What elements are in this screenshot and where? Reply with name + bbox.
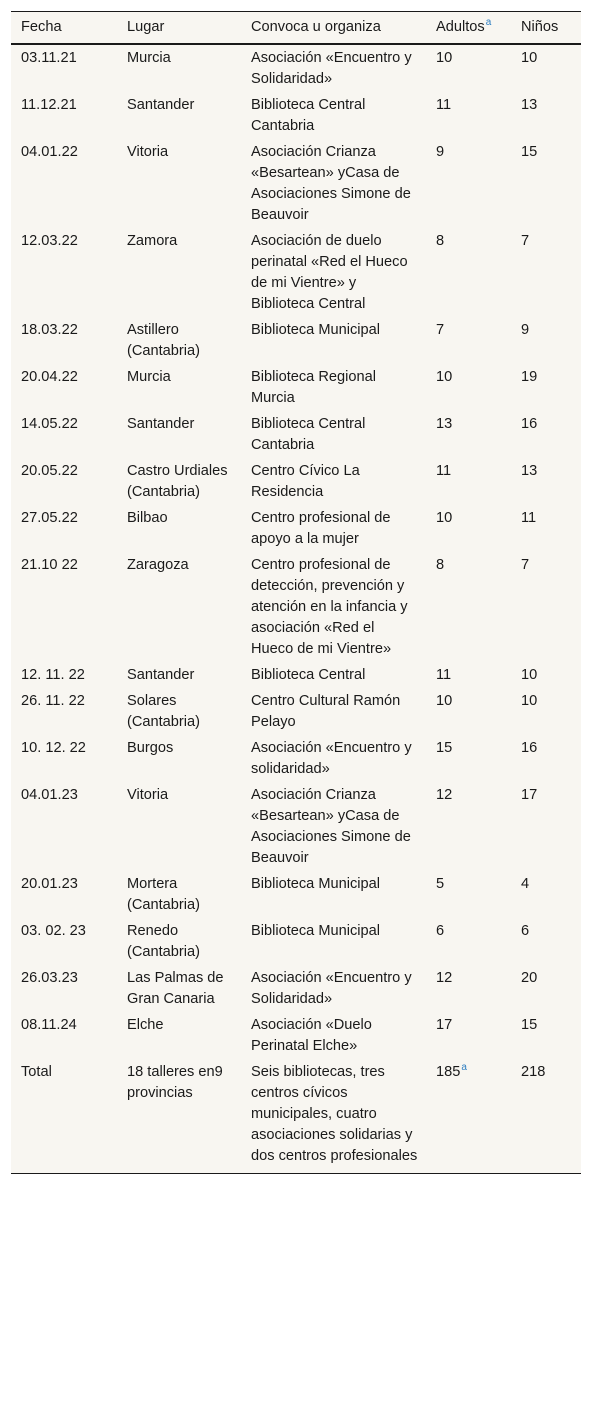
cell-convoca: Asociación Crianza «Besartean» yCasa de Asociaciones Simone de Beauvoir [251, 787, 411, 866]
cell-ninos: 10 [521, 693, 538, 709]
cell-convoca: Biblioteca Municipal [251, 322, 380, 338]
cell-convoca: Biblioteca Regional Murcia [251, 369, 376, 406]
cell-ninos: 15 [521, 144, 538, 160]
cell-adultos: 12 [436, 787, 453, 803]
cell-lugar: Vitoria [127, 787, 169, 803]
cell-fecha: 20.04.22 [21, 369, 78, 385]
cell-fecha: 12. 11. 22 [21, 667, 85, 683]
cell-lugar: Zaragoza [127, 557, 189, 573]
cell-fecha: 21.10 22 [21, 557, 78, 573]
table-row [11, 782, 581, 871]
cell-convoca: Biblioteca Municipal [251, 923, 380, 939]
table-row [11, 965, 581, 1012]
cell-adultos: 11 [436, 463, 452, 479]
cell-adultos: 10 [436, 693, 453, 709]
cell-ninos: 15 [521, 1017, 538, 1033]
cell-adultos: 5 [436, 876, 445, 892]
cell-adultos: 8 [436, 557, 445, 573]
table-row [11, 317, 581, 364]
cell-convoca: Asociación «Duelo Perinatal Elche» [251, 1017, 372, 1054]
table-row [11, 662, 581, 688]
table-row [11, 92, 581, 139]
table-body [11, 44, 581, 1174]
cell-convoca: Asociación de duelo perinatal «Red el Hueco de mi Vientre» y Biblioteca Central [251, 233, 408, 312]
footnote-a-link[interactable]: a [461, 1062, 467, 1074]
cell-adultos: 8 [436, 233, 445, 249]
table-row [11, 44, 581, 92]
cell-lugar: Elche [127, 1017, 164, 1033]
cell-ninos: 6 [521, 923, 530, 939]
header-lugar: Lugar [127, 19, 165, 35]
total-adultos [426, 1059, 511, 1174]
cell-lugar: Astillero (Cantabria) [127, 322, 200, 359]
workshops-table [11, 11, 581, 1174]
cell-convoca: Centro profesional de detección, prevención y atención en la infancia y asociación «Red el Hueco de mi Vientre» [251, 557, 408, 657]
cell-convoca: Asociación «Encuentro y Solidaridad» [251, 970, 412, 1007]
table-row [11, 871, 581, 918]
cell-fecha: 03. 02. 23 [21, 923, 86, 939]
workshops-table-container [11, 11, 581, 1174]
total-lugar: 18 talleres en9 provincias [127, 1064, 223, 1101]
cell-fecha: 03.11.21 [21, 50, 77, 66]
cell-adultos: 11 [436, 97, 452, 113]
cell-adultos: 10 [436, 510, 453, 526]
header-ninos: Niños [521, 19, 559, 35]
cell-fecha: 20.01.23 [21, 876, 78, 892]
cell-lugar: Mortera (Cantabria) [127, 876, 200, 913]
total-label: Total [21, 1064, 52, 1080]
cell-convoca: Asociación «Encuentro y solidaridad» [251, 740, 412, 777]
table-row [11, 1012, 581, 1059]
cell-ninos: 13 [521, 463, 538, 479]
cell-ninos: 9 [521, 322, 530, 338]
table-row [11, 139, 581, 228]
total-convoca: Seis bibliotecas, tres centros cívicos municipales, cuatro asociaciones solidarias y dos centros profesionales [251, 1064, 418, 1164]
cell-fecha: 08.11.24 [21, 1017, 77, 1033]
header-row [11, 12, 581, 45]
total-adultos-value: 185 [436, 1064, 461, 1080]
cell-ninos: 17 [521, 787, 538, 803]
cell-ninos: 20 [521, 970, 538, 986]
cell-ninos: 7 [521, 557, 530, 573]
header-adultos-label: Adultos [436, 19, 485, 35]
cell-adultos: 15 [436, 740, 453, 756]
cell-lugar: Burgos [127, 740, 174, 756]
cell-fecha: 18.03.22 [21, 322, 78, 338]
cell-fecha: 14.05.22 [21, 416, 78, 432]
cell-adultos: 10 [436, 50, 453, 66]
cell-convoca: Centro Cívico La Residencia [251, 463, 360, 500]
cell-adultos: 7 [436, 322, 445, 338]
header-fecha: Fecha [21, 19, 62, 35]
cell-lugar: Santander [127, 667, 195, 683]
cell-fecha: 04.01.23 [21, 787, 78, 803]
table-row [11, 735, 581, 782]
cell-fecha: 12.03.22 [21, 233, 78, 249]
footnote-a-link[interactable]: a [485, 17, 492, 29]
cell-adultos: 17 [436, 1017, 453, 1033]
cell-lugar: Bilbao [127, 510, 168, 526]
table-row [11, 411, 581, 458]
table-row [11, 228, 581, 317]
cell-fecha: 10. 12. 22 [21, 740, 86, 756]
table-row [11, 364, 581, 411]
cell-ninos: 7 [521, 233, 530, 249]
table-row [11, 688, 581, 735]
cell-adultos: 11 [436, 667, 452, 683]
cell-ninos: 16 [521, 416, 538, 432]
cell-lugar: Murcia [127, 369, 171, 385]
total-ninos: 218 [521, 1064, 546, 1080]
cell-adultos: 6 [436, 923, 445, 939]
cell-adultos: 9 [436, 144, 445, 160]
cell-convoca: Centro Cultural Ramón Pelayo [251, 693, 401, 730]
cell-adultos: 12 [436, 970, 453, 986]
cell-adultos: 13 [436, 416, 453, 432]
cell-convoca: Biblioteca Central Cantabria [251, 416, 366, 453]
cell-convoca: Asociación «Encuentro y Solidaridad» [251, 50, 412, 87]
cell-convoca: Biblioteca Central Cantabria [251, 97, 366, 134]
cell-lugar: Santander [127, 416, 195, 432]
cell-lugar: Renedo (Cantabria) [127, 923, 200, 960]
cell-convoca: Asociación Crianza «Besartean» yCasa de Asociaciones Simone de Beauvoir [251, 144, 411, 223]
cell-fecha: 20.05.22 [21, 463, 78, 479]
cell-lugar: Santander [127, 97, 195, 113]
cell-ninos: 16 [521, 740, 538, 756]
cell-ninos: 4 [521, 876, 530, 892]
table-row [11, 505, 581, 552]
total-row [11, 1059, 581, 1174]
cell-lugar: Vitoria [127, 144, 169, 160]
cell-lugar: Murcia [127, 50, 171, 66]
cell-fecha: 27.05.22 [21, 510, 78, 526]
cell-adultos: 10 [436, 369, 453, 385]
cell-lugar: Solares (Cantabria) [127, 693, 200, 730]
cell-lugar: Castro Urdiales (Cantabria) [127, 463, 228, 500]
cell-ninos: 11 [521, 510, 537, 526]
table-header [11, 12, 581, 45]
cell-ninos: 10 [521, 667, 538, 683]
cell-convoca: Centro profesional de apoyo a la mujer [251, 510, 391, 547]
cell-fecha: 26. 11. 22 [21, 693, 85, 709]
cell-convoca: Biblioteca Municipal [251, 876, 380, 892]
header-adultos [426, 12, 511, 45]
cell-ninos: 13 [521, 97, 538, 113]
cell-ninos: 10 [521, 50, 538, 66]
cell-fecha: 11.12.21 [21, 97, 77, 113]
cell-fecha: 26.03.23 [21, 970, 78, 986]
table-row [11, 552, 581, 662]
cell-fecha: 04.01.22 [21, 144, 78, 160]
cell-ninos: 19 [521, 369, 538, 385]
cell-convoca: Biblioteca Central [251, 667, 366, 683]
table-row [11, 918, 581, 965]
cell-lugar: Las Palmas de Gran Canaria [127, 970, 224, 1007]
table-row [11, 458, 581, 505]
cell-lugar: Zamora [127, 233, 178, 249]
header-convoca: Convoca u organiza [251, 19, 381, 35]
